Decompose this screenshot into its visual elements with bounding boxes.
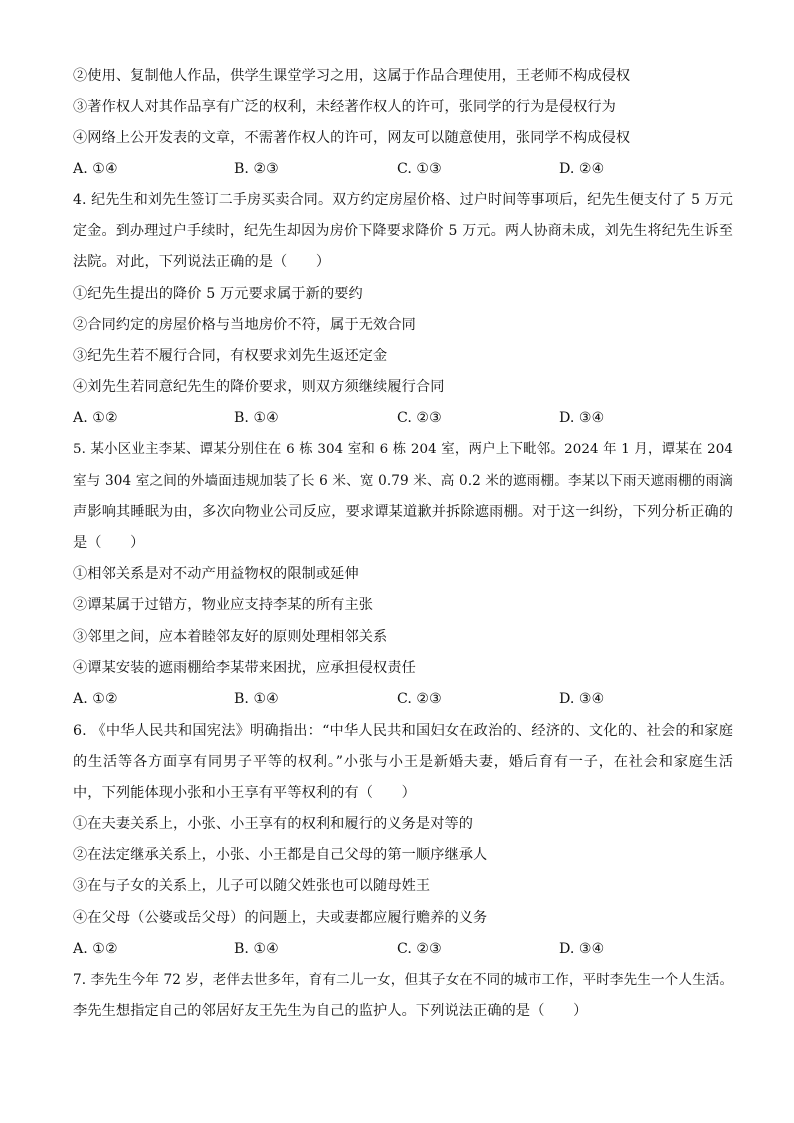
- q5-item-2: ②谭某属于过错方，物业应支持李某的所有主张: [73, 597, 374, 613]
- q3-option-c[interactable]: C. ①③: [397, 161, 442, 177]
- q6-item-3: ③在与子女的关系上，儿子可以随父姓张也可以随母姓王: [73, 878, 431, 894]
- q6-option-a[interactable]: A. ①②: [73, 941, 118, 957]
- q4-option-c[interactable]: C. ②③: [397, 410, 442, 426]
- q4-item-3: ③纪先生若不履行合同，有权要求刘先生返还定金: [73, 348, 388, 364]
- q5-item-4: ④谭某安装的遮雨棚给李某带来困扰，应承担侵权责任: [73, 660, 416, 676]
- q5-option-c[interactable]: C. ②③: [397, 691, 442, 707]
- q4-stem-line-3: 法院。对此，下列说法正确的是（ ）: [73, 254, 331, 270]
- q5-stem-line-3: 声影响其睡眠为由，多次向物业公司反应，要求谭某道歉并拆除遮雨棚。对于这一纠纷，下列分析正确的: [73, 504, 733, 520]
- q4-stem-line-2: 定金。到办理过户手续时，纪先生却因为房价下降要求降价 5 万元。两人协商未成，刘先生将纪先生诉至: [73, 223, 733, 239]
- q3-item-2: ②使用、复制他人作品，供学生课堂学习之用，这属于作品合理使用，王老师不构成侵权: [73, 68, 631, 84]
- q6-item-1: ①在夫妻关系上，小张、小王享有的权利和履行的义务是对等的: [73, 816, 474, 832]
- q3-option-a[interactable]: A. ①④: [73, 161, 118, 177]
- q6-stem-line-1: 6. 《中华人民共和国宪法》明确指出：“中华人民共和国妇女在政治的、经济的、文化的、社会的和家庭: [73, 723, 733, 739]
- q4-option-d[interactable]: D. ③④: [559, 410, 605, 426]
- q7-stem-line-2: 李先生想指定自己的邻居好友王先生为自己的监护人。下列说法正确的是（ ）: [73, 1003, 588, 1019]
- q6-stem-line-3: 中，下列能体现小张和小王享有平等权利的有（ ）: [73, 785, 416, 801]
- q5-options: [73, 689, 733, 709]
- q3-option-d[interactable]: D. ②④: [559, 161, 605, 177]
- q6-options: [73, 939, 733, 959]
- q4-stem-line-1: 4. 纪先生和刘先生签订二手房买卖合同。双方约定房屋价格、过户时间等事项后，纪先生便支付了 5 万元: [73, 192, 733, 208]
- q3-option-b[interactable]: B. ②③: [234, 161, 279, 177]
- q4-item-4: ④刘先生若同意纪先生的降价要求，则双方须继续履行合同: [73, 379, 445, 395]
- q6-option-c[interactable]: C. ②③: [397, 941, 442, 957]
- q5-stem-line-4: 是（ ）: [73, 535, 145, 551]
- q5-item-3: ③邻里之间，应本着睦邻友好的原则处理相邻关系: [73, 629, 388, 645]
- q7-stem-line-1: 7. 李先生今年 72 岁，老伴去世多年，育有二儿一女，但其子女在不同的城市工作，平时李先生一个人生活。: [73, 972, 733, 988]
- q6-option-b[interactable]: B. ①④: [234, 941, 279, 957]
- q5-stem-line-1: 5. 某小区业主李某、谭某分别住在 6 栋 304 室和 6 栋 204 室，两户上下毗邻。2024 年 1 月，谭某在 204: [73, 442, 733, 457]
- q5-item-1: ①相邻关系是对不动产用益物权的限制或延伸: [73, 566, 359, 582]
- q5-option-d[interactable]: D. ③④: [559, 691, 605, 707]
- q4-option-b[interactable]: B. ①④: [234, 410, 279, 426]
- q3-item-3: ③著作权人对其作品享有广泛的权利，未经著作权人的许可，张同学的行为是侵权行为: [73, 99, 616, 115]
- q4-options: [73, 408, 733, 428]
- q6-item-4: ④在父母（公婆或岳父母）的问题上，夫或妻都应履行赡养的义务: [73, 910, 488, 926]
- q4-item-2: ②合同约定的房屋价格与当地房价不符，属于无效合同: [73, 317, 416, 333]
- q5-stem-line-2: 室与 304 室之间的外墙面违规加装了长 6 米、宽 0.79 米、高 0.2 米的遮雨棚。李某以下雨天遮雨棚的雨滴: [73, 473, 733, 489]
- q3-options: [73, 159, 733, 179]
- q3-item-4: ④网络上公开发表的文章，不需著作权人的许可，网友可以随意使用，张同学不构成侵权: [73, 130, 631, 146]
- q4-item-1: ①纪先生提出的降价 5 万元要求属于新的要约: [73, 286, 363, 302]
- q5-option-b[interactable]: B. ①④: [234, 691, 279, 707]
- q4-option-a[interactable]: A. ①②: [73, 410, 118, 426]
- q6-stem-line-2: 的生活等各方面享有同男子平等的权利。”小张与小王是新婚夫妻，婚后育有一子，在社会和家庭生活: [73, 754, 733, 770]
- q5-option-a[interactable]: A. ①②: [73, 691, 118, 707]
- q6-option-d[interactable]: D. ③④: [559, 941, 605, 957]
- q6-item-2: ②在法定继承关系上，小张、小王都是自己父母的第一顺序继承人: [73, 847, 488, 863]
